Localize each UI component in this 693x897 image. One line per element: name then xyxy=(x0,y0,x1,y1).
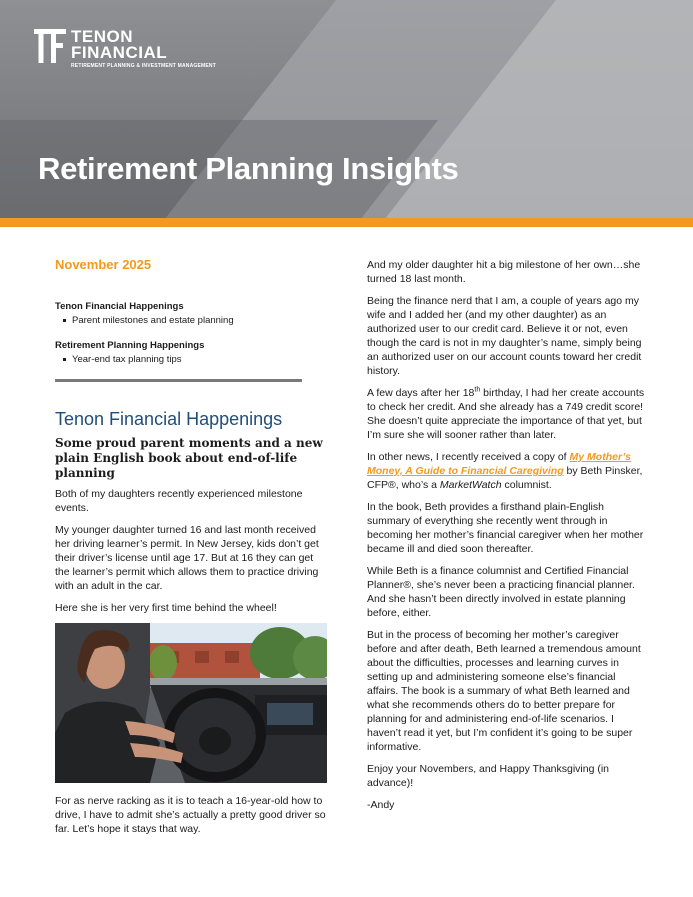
paragraph xyxy=(367,450,649,492)
paragraph: And my older daughter hit a big milestone of her own…she turned 18 last month. xyxy=(367,259,641,285)
issue-date: November 2025 xyxy=(55,257,152,272)
superscript: th xyxy=(474,386,481,394)
toc xyxy=(55,301,327,365)
publication-name: MarketWatch xyxy=(439,479,502,491)
brand-logo xyxy=(34,29,216,69)
paragraph: Here she is her very first time behind the wheel! xyxy=(55,602,277,614)
signoff: -Andy xyxy=(367,799,395,811)
brand-name-line2: FINANCIAL xyxy=(71,43,168,62)
paragraph: Enjoy your Novembers, and Happy Thanksgiving (in advance)! xyxy=(367,763,610,789)
section-divider xyxy=(55,379,302,382)
header-banner xyxy=(0,0,693,218)
article-subtitle: Some proud parent moments and a new plain English book about end-of-life planning xyxy=(55,436,323,480)
text-run: In other news, I recently received a copy of xyxy=(367,451,570,463)
brand-name-line1: TENON xyxy=(71,27,133,46)
paragraph: In the book, Beth provides a firsthand plain-English summary of everything she recently went through in becoming her mother’s financial caregiver when her mother became ill and died soon thereafter. xyxy=(367,501,644,555)
brand-tagline: RETIREMENT PLANNING & INVESTMENT MANAGEMENT xyxy=(71,63,216,69)
paragraph: Being the finance nerd that I am, a couple of years ago my wife and I added her (and my other daughter) as an authorized user to our credit card. Believe it or not, even though the card is not in my daughter’s name, simply being an authorized user on our account counts toward her credit history. xyxy=(367,295,642,377)
text-run: by Beth Pinsker, CFP®, who’s a xyxy=(367,465,643,491)
bullet-icon xyxy=(63,358,66,361)
text-run: A few days after her 18 xyxy=(367,387,475,399)
toc-item-label: Year-end tax planning tips xyxy=(72,354,182,365)
text-run: birthday, I had her create accounts to check her credit. And she already has a 749 credit score! She doesn’t quite appreciate the importance of that yet, but I’m sure she will sooner rather than later. xyxy=(367,387,645,441)
toc-item-label: Parent milestones and estate planning xyxy=(72,315,234,326)
toc-item[interactable] xyxy=(63,354,327,365)
paragraph: While Beth is a finance columnist and Certified Financial Planner®, she’s never been a practicing financial planner. And she hasn’t been directly involved in estate planning before, either. xyxy=(367,565,635,619)
paragraph: My younger daughter turned 16 and last month received her driving learner’s permit. In New Jersey, kids don’t get their driver’s license until age 17. But at 16 they can get the learner’s permit which allows them to practice driving with an adult in the car. xyxy=(55,524,319,592)
daughter-driving-photo xyxy=(55,623,327,783)
toc-item[interactable] xyxy=(63,315,327,326)
bullet-icon xyxy=(63,319,66,322)
accent-bar xyxy=(0,218,693,227)
right-column xyxy=(367,258,649,820)
toc-heading[interactable]: Retirement Planning Happenings xyxy=(55,340,205,351)
left-column xyxy=(55,257,327,844)
paragraph: Both of my daughters recently experienced milestone events. xyxy=(55,488,303,514)
paragraph: But in the process of becoming her mother’s caregiver before and after death, Beth learned a tremendous amount about the difficulties, processes and learning curves in setting up and administering someone else’s financial affairs. The book is a summary of what Beth learned and what she recommends others do to better prepare for planning for and administering end-of-life scenarios. I haven’t read it yet, but I’m confident it’s going to be super informative. xyxy=(367,629,641,753)
photo-illustration xyxy=(55,623,327,783)
section-title: Tenon Financial Happenings xyxy=(55,409,283,429)
book-link[interactable]: My Mother’s Money, A Guide to Financial Caregiving xyxy=(367,451,631,477)
toc-heading[interactable]: Tenon Financial Happenings xyxy=(55,301,184,312)
page-title: Retirement Planning Insights xyxy=(38,151,459,186)
paragraph: For as nerve racking as it is to teach a 16-year-old how to drive, I have to admit she’s actually a pretty good driver so far. Let’s hope it stays that way. xyxy=(55,795,326,835)
tf-monogram-icon xyxy=(34,29,66,63)
paragraph xyxy=(367,386,649,442)
text-run: columnist. xyxy=(501,479,552,491)
